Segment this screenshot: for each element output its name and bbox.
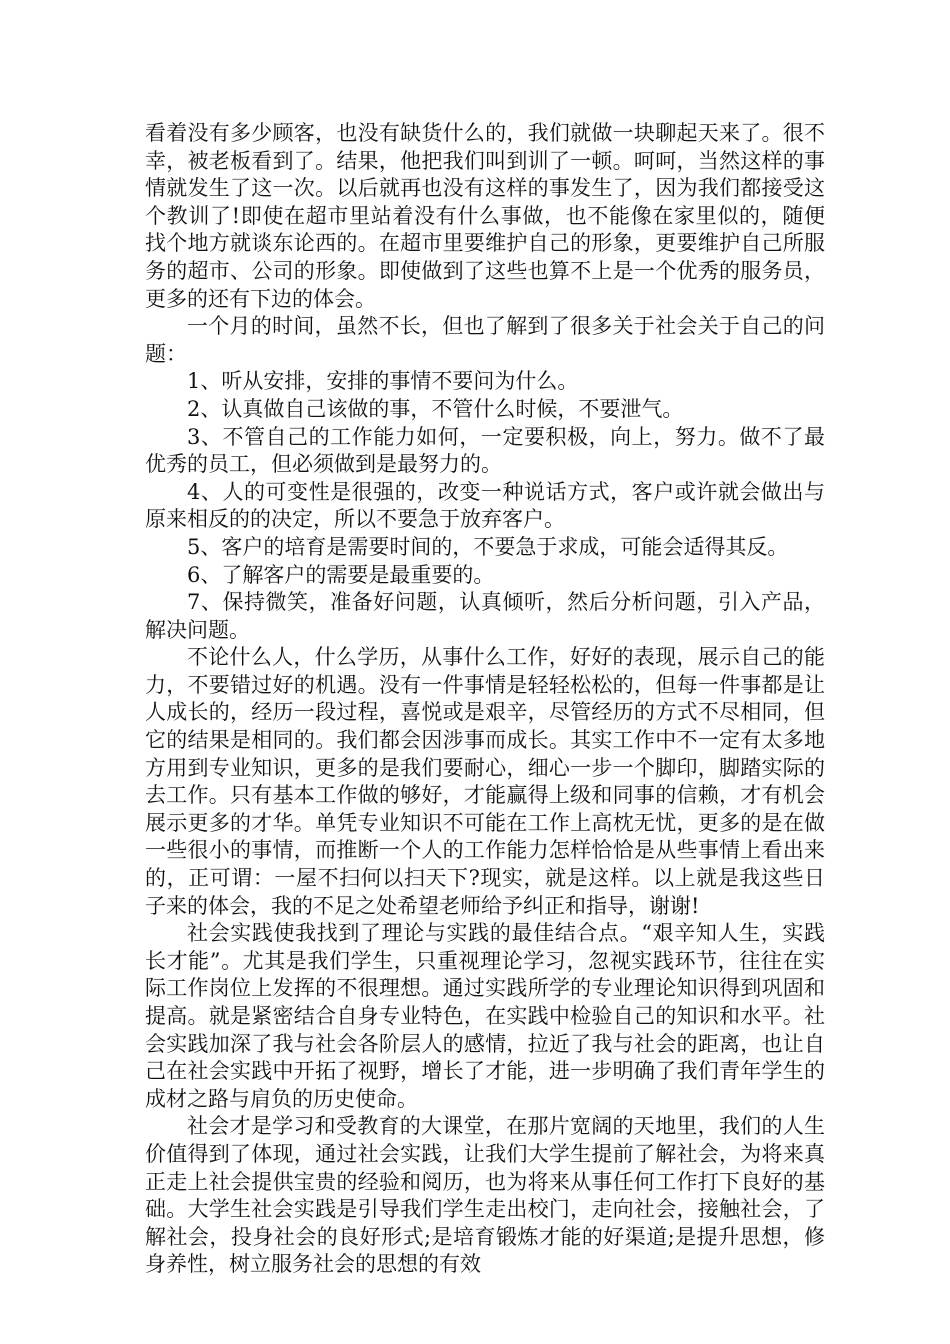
paragraph-1: 看着没有多少顾客，也没有缺货什么的，我们就做一块聊起天来了。很不幸，被老板看到了。结果，他把我们叫到训了一顿。呵呵，当然这样的事情就发生了这一次。以后就再也没有这样的事发生了，因为我们都接受这个教训了!即使在超市里站着没有什么事做，也不能像在家里似的，随便找个地方就谈东论西的。在超市里要维护自己的形象，更要维护自己所服务的超市、公司的形象。即使做到了这些也算不上是一个优秀的服务员，更多的还有下边的体会。 bbox=[145, 121, 825, 311]
list-item-7: 7、保持微笑，准备好问题，认真倾听，然后分析问题，引入产品，解决问题。 bbox=[145, 590, 825, 642]
document-page bbox=[145, 120, 825, 1279]
paragraph-3: 不论什么人，什么学历，从事什么工作，好好的表现，展示自己的能力，不要错过好的机遇。没有一件事情是轻轻松松的，但每一件事都是让人成长的，经历一段过程，喜悦或是艰辛，尽管经历的方式不尽相同，但它的结果是相同的。我们都会因涉事而成长。其实工作中不一定有太多地方用到专业知识，更多的是我们要耐心，细心一步一个脚印，脚踏实际的去工作。只有基本工作做的够好，才能赢得上级和同事的信赖，才有机会展示更多的才华。单凭专业知识不可能在工作上高枕无忧，更多的是在做一些很小的事情，而推断一个人的工作能力怎样恰恰是从些事情上看出来的，正可谓：一屋不扫何以扫天下?现实，就是这样。以上就是我这些日子来的体会，我的不足之处希望老师给予纠正和指导，谢谢! bbox=[145, 645, 825, 918]
list-item-5: 5、客户的培育是需要时间的，不要急于求成，可能会适得其反。 bbox=[187, 534, 789, 559]
list-item-1: 1、听从安排，安排的事情不要问为什么。 bbox=[187, 369, 579, 394]
paragraph-2: 一个月的时间，虽然不长，但也了解到了很多关于社会关于自己的问题： bbox=[145, 314, 825, 366]
list-item-6: 6、了解客户的需要是最重要的。 bbox=[187, 562, 495, 587]
paragraph-4: 社会实践使我找到了理论与实践的最佳结合点。“艰辛知人生，实践长才能”。尤其是我们学生，只重视理论学习，忽视实践环节，往往在实际工作岗位上发挥的不很理想。通过实践所学的专业理论知识得到巩固和提高。就是紧密结合自身专业特色，在实践中检验自己的知识和水平。社会实践加深了我与社会各阶层人的感情，拉近了我与社会的距离，也让自己在社会实践中开拓了视野，增长了才能，进一步明确了我们青年学生的成材之路与肩负的历史使命。 bbox=[145, 921, 825, 1111]
list-item-3: 3、不管自己的工作能力如何，一定要积极，向上，努力。做不了最优秀的员工，但必须做到是最努力的。 bbox=[145, 424, 825, 477]
paragraph-5: 社会才是学习和受教育的大课堂，在那片宽阔的天地里，我们的人生价值得到了体现，通过社会实践，让我们大学生提前了解社会，为将来真正走上社会提供宝贵的经验和阅历，也为将来从事任何工作打下良好的基础。大学生社会实践是引导我们学生走出校门，走向社会，接触社会，了解社会，投身社会的良好形式;是培育锻炼才能的好渠道;是提升思想，修身养性，树立服务社会的思想的有效 bbox=[145, 1114, 825, 1277]
list-item-4: 4、人的可变性是很强的，改变一种说话方式，客户或许就会做出与原来相反的的决定，所以不要急于放弃客户。 bbox=[145, 479, 825, 532]
list-item-2: 2、认真做自己该做的事，不管什么时候，不要泄气。 bbox=[187, 396, 684, 421]
